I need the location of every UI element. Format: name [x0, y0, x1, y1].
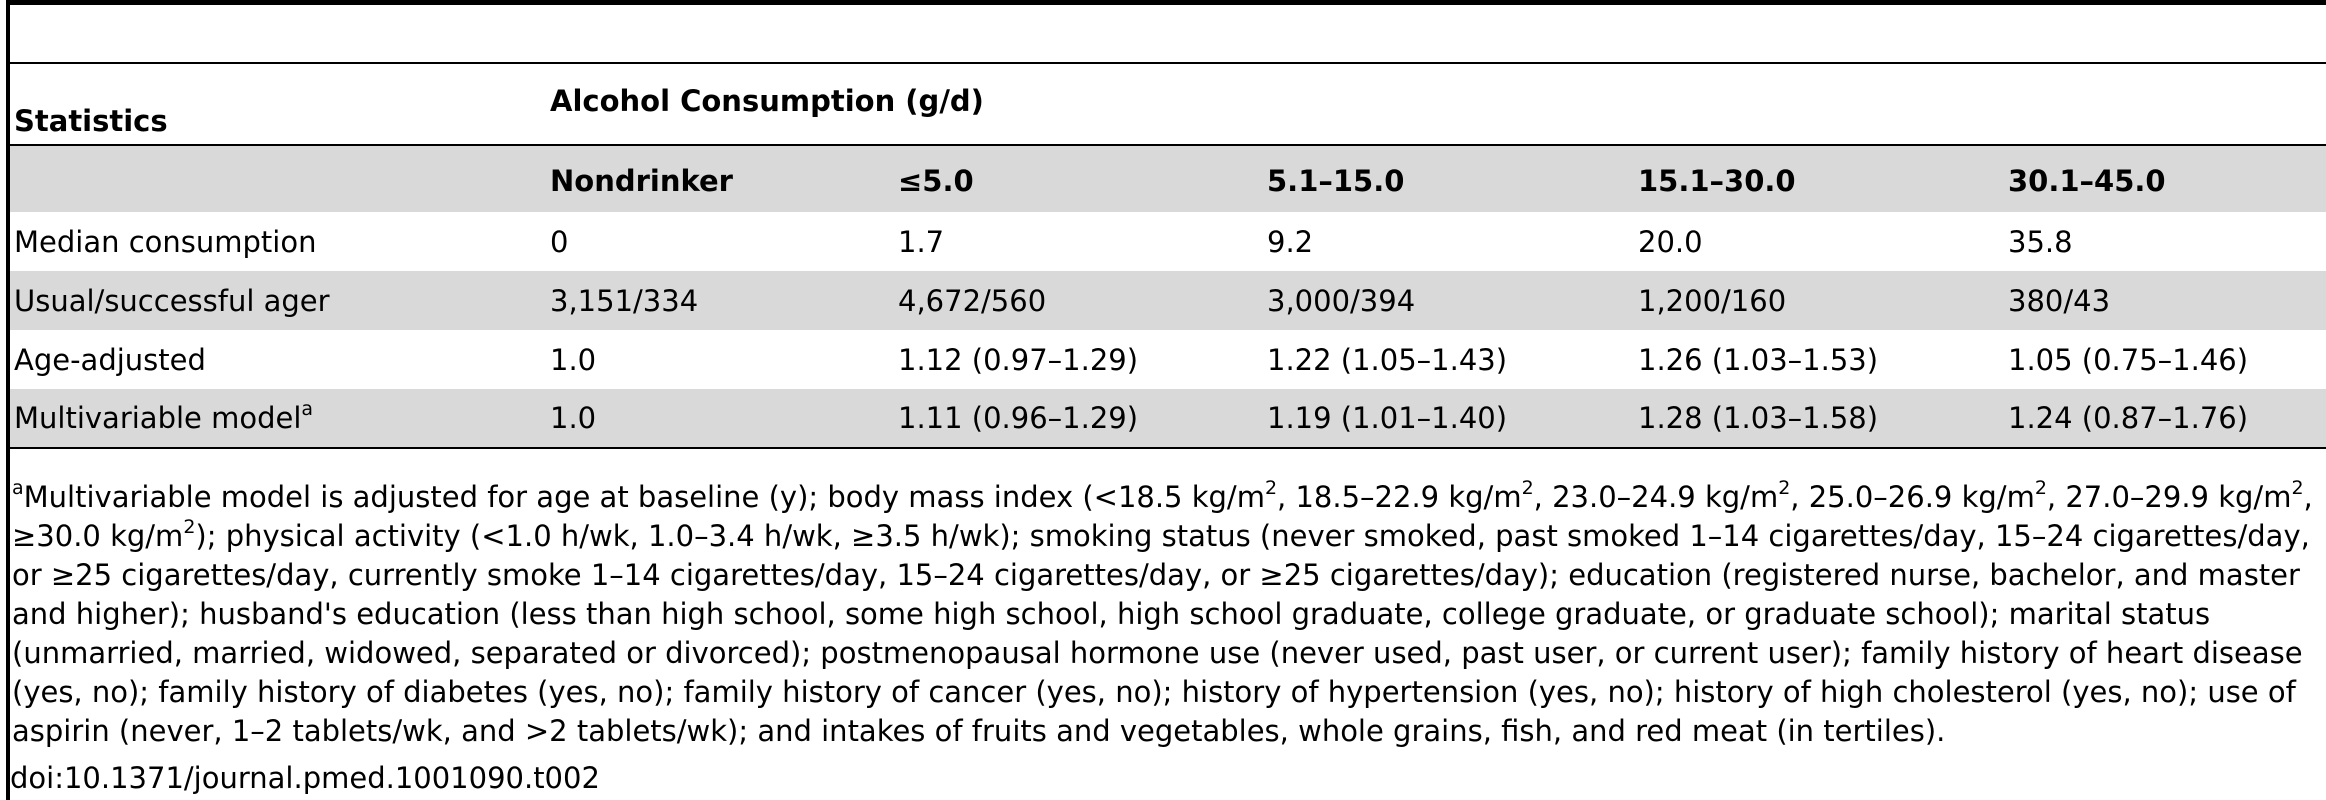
table-header-columns-row: [10, 145, 2326, 212]
alcohol-consumption-table: [10, 62, 2326, 449]
table-cell: 9.2: [1267, 224, 1314, 259]
row-label: Median consumption: [14, 224, 317, 259]
table-cell: 380/43: [2008, 283, 2111, 318]
footnote-text: ); physical activity (<1.0 h/wk, 1.0–3.4 h/wk, ≥3.5 h/wk); smoking status (never smoked, past smoked 1–14 cigarettes/day, 15–24 cigarettes/day, or ≥25 cigarettes/day, currently smoke 1–14 cigarettes/day, 15–24 cigarettes/day, or ≥25 cigarettes/day); education (registered nurse, bachelor, and master and higher); husband's education (less than high school, some high school, high school graduate, college graduate, or graduate school); marital status (unmarried, married, widowed, separated or divorced); postmenopausal hormone use (never used, past user, or current user); family history of heart disease (yes, no); family history of diabetes (yes, no); family history of cancer (yes, no); history of hypertension (yes, no); history of high cholesterol (yes, no); use of aspirin (never, 1–2 tablets/wk, and >2 tablets/wk); and intakes of fruits and vegetables, whole grains, fish, and red meat (in tertiles).: [12, 519, 2310, 748]
table-cell: 1.0: [550, 401, 597, 435]
superscript: 2: [1264, 477, 1278, 500]
superscript: 2: [183, 516, 196, 539]
row-label: Usual/successful ager: [14, 283, 330, 318]
column-header-15-30: 15.1–30.0: [1638, 164, 1796, 198]
superscript: 2: [2034, 477, 2047, 500]
row-label: [10, 389, 546, 448]
table-cell: 1.7: [898, 224, 945, 259]
footnote-text: Multivariable model is adjusted for age at baseline (y); body mass index (<18.5 kg/m: [23, 480, 1265, 514]
table-cell: 20.0: [1638, 224, 1703, 259]
table-header-group-row: [10, 63, 2326, 145]
table-cell: 1.22 (1.05–1.43): [1267, 342, 1508, 377]
column-header-nondrinker: Nondrinker: [550, 164, 733, 198]
footnote-marker: a: [12, 477, 24, 500]
table-cell: 0: [550, 224, 569, 259]
table-cell: 1.12 (0.97–1.29): [898, 342, 1139, 377]
footnote-marker-superscript: a: [301, 398, 314, 421]
table-cell: 1.0: [550, 342, 597, 377]
table-cell: 35.8: [2008, 224, 2073, 259]
table-row: [10, 389, 2326, 448]
alcohol-consumption-header: Alcohol Consumption (g/d): [550, 84, 984, 118]
column-header-30-45: 30.1–45.0: [2008, 164, 2166, 198]
table-cell: 1.24 (0.87–1.76): [2008, 401, 2249, 435]
footnote-text: , 27.0–29.9 kg/m: [2046, 480, 2292, 514]
table-cell: 4,672/560: [898, 283, 1047, 318]
table-cell: 3,000/394: [1267, 283, 1416, 318]
footnote-text: , ≥30.0 kg/m: [12, 480, 2313, 553]
superscript: 2: [2291, 477, 2304, 500]
doi-link[interactable]: doi:10.1371/journal.pmed.1001090.t002: [10, 761, 600, 795]
row-label-text: Multivariable model: [14, 401, 302, 435]
table-row: [10, 330, 2326, 389]
top-rule: [6, 0, 2326, 5]
footnote-text: , 18.5–22.9 kg/m: [1277, 480, 1522, 514]
statistics-header: Statistics: [14, 104, 168, 138]
table-cell: 1.28 (1.03–1.58): [1638, 401, 1879, 435]
table-cell: 3,151/334: [550, 283, 699, 318]
column-header-le-5: ≤5.0: [898, 164, 974, 198]
table-cell: 1,200/160: [1638, 283, 1787, 318]
table-cell: 1.05 (0.75–1.46): [2008, 342, 2249, 377]
table-footnote: [12, 478, 2322, 751]
header-spacer: [10, 145, 546, 212]
footnote-text: , 25.0–26.9 kg/m: [1790, 480, 2035, 514]
table-cell: 1.11 (0.96–1.29): [898, 401, 1139, 435]
column-header-5-15: 5.1–15.0: [1267, 164, 1405, 198]
table-cell: 1.26 (1.03–1.53): [1638, 342, 1879, 377]
table-row: [10, 212, 2326, 271]
superscript: 2: [1521, 477, 1534, 500]
footnote-text: , 23.0–24.9 kg/m: [1533, 480, 1779, 514]
table-row: [10, 271, 2326, 330]
row-label: Age-adjusted: [14, 342, 206, 377]
superscript: 2: [1778, 477, 1791, 500]
table-cell: 1.19 (1.01–1.40): [1267, 401, 1508, 435]
